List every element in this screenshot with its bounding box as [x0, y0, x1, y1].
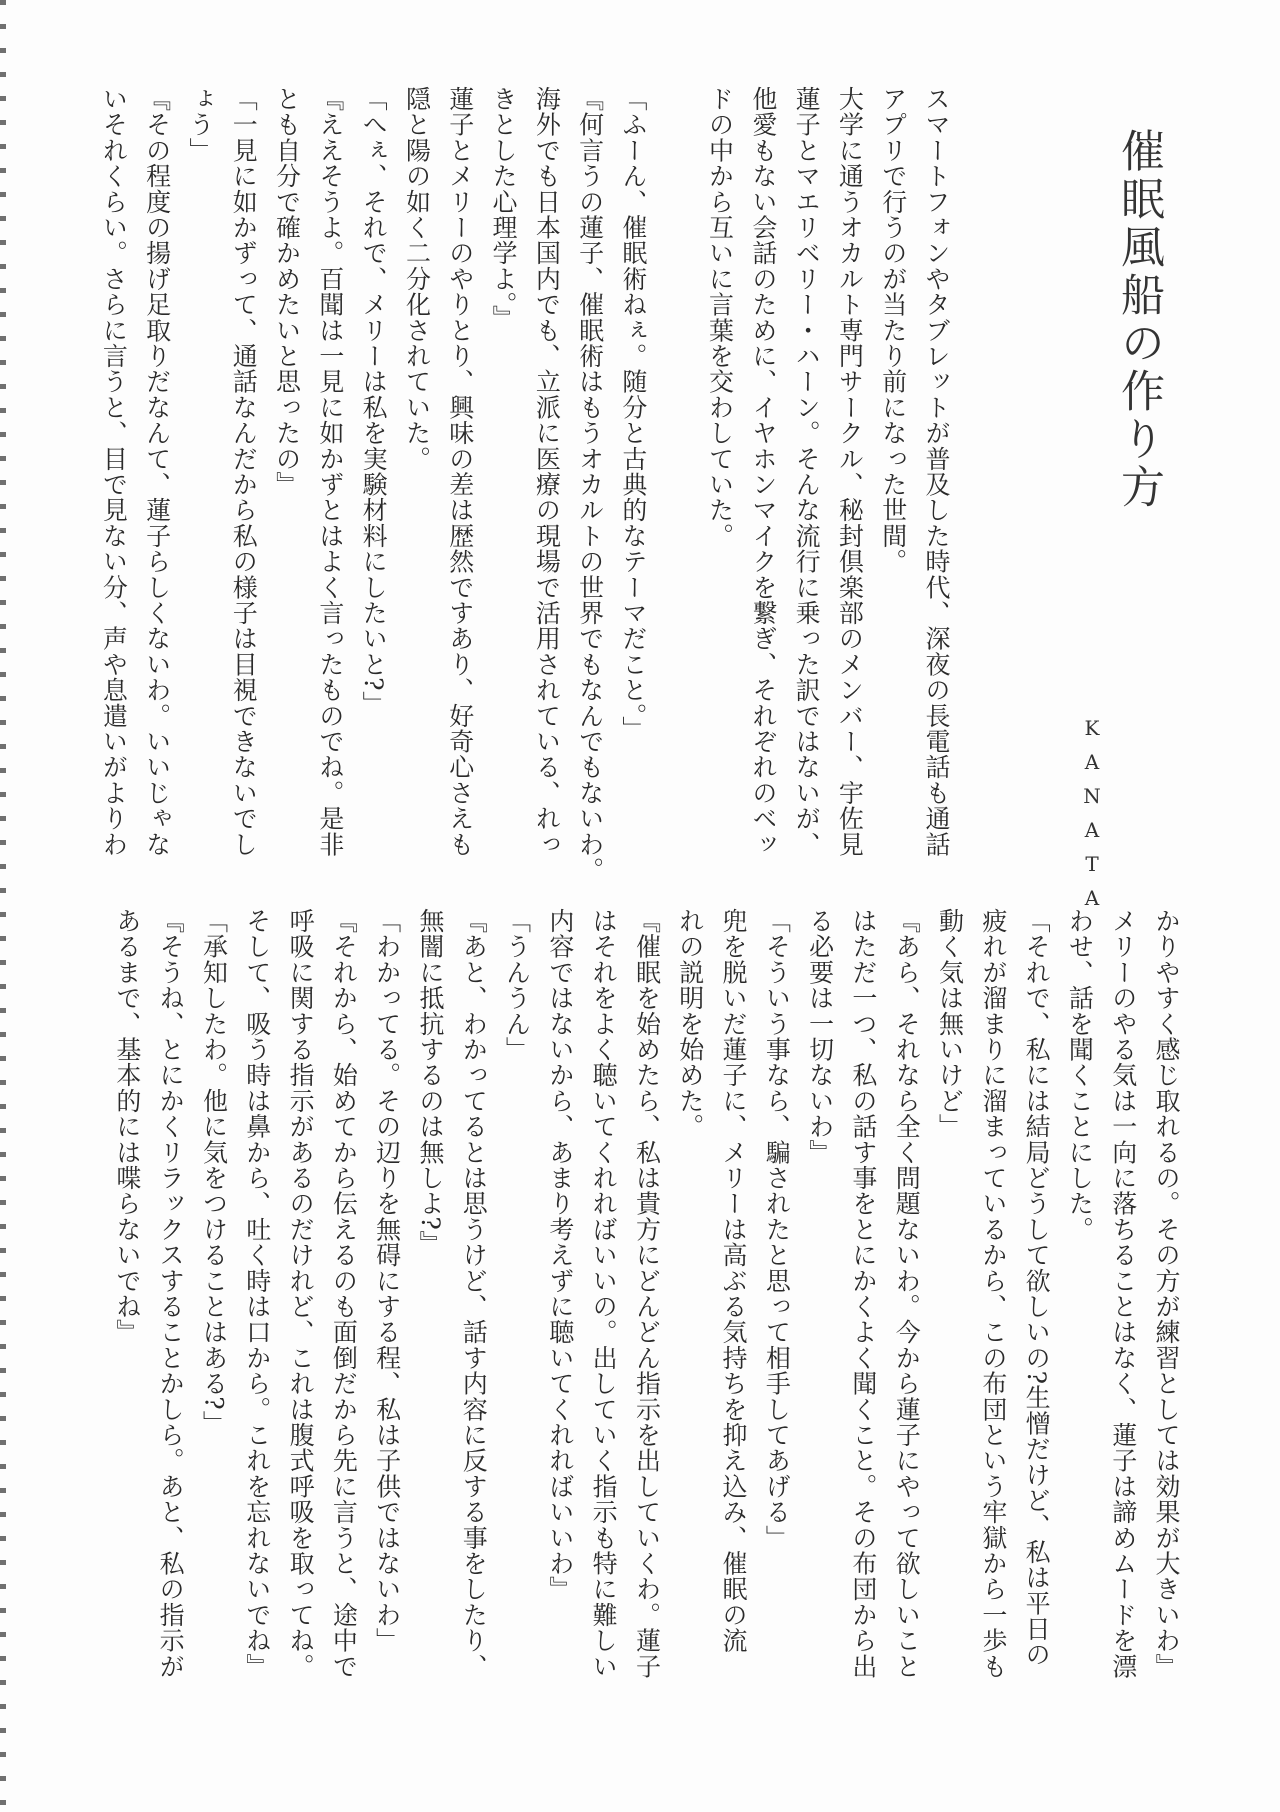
text-line: 「へぇ、それで、メリーは私を実験材料にしたいと?」	[359, 86, 389, 717]
text-line: かりやすく感じ取れるの。その方が練習としては効果が大きいわ』	[1152, 908, 1181, 1679]
text-line: 「承知したわ。他に気をつけることはある?」	[199, 908, 229, 1437]
text-line: 『何言うの蓮子、催眠術はもうオカルトの世界でもなんでもないわ。	[575, 86, 605, 883]
text-line: 動く気は無いけど」	[935, 908, 965, 1140]
text-line: メリーのやる気は一向に落ちることはなく、蓮子は諦めムードを漂	[1108, 908, 1138, 1679]
text-line: れの説明を始めた。	[675, 908, 705, 1140]
text-line: る必要は一切ないわ』	[805, 908, 835, 1165]
text-line: 疲れが溜まりに溜まっているから、この布団という牢獄から一歩も	[978, 908, 1008, 1679]
story-title: 催眠風船の作り方	[1113, 128, 1164, 512]
text-line	[655, 86, 698, 866]
text-line: あるまで、基本的には喋らないでね』	[112, 908, 142, 1345]
text-line: 隠と陽の如く二分化されていた。	[402, 86, 432, 472]
text-line: 『その程度の揚げ足取りだなんて、蓮子らしくないわ。いいじゃな	[142, 86, 172, 857]
text-line: 「そういう事なら、騙されたと思って相手してあげる」	[762, 908, 792, 1551]
text-line: ドの中から互いに言葉を交わしていた。	[705, 86, 735, 549]
text-line: 内容ではないから、あまり考えずに聴いてくれればいいわ』	[545, 908, 575, 1602]
text-line: 「うんうん」	[502, 908, 532, 1063]
text-line: わせ、話を聞くことにした。	[1065, 908, 1095, 1243]
text-line: 呼吸に関する指示があるのだけれど、これは腹式呼吸を取ってね。	[286, 908, 316, 1679]
text-line: 無闇に抵抗するのは無しよ?』	[415, 908, 445, 1257]
text-line: 「わかってる。その辺りを無碍にする程、私は子供ではないわ」	[372, 908, 402, 1654]
author-name: KANATA	[1080, 716, 1104, 920]
text-line: 蓮子とメリーのやりとり、興味の差は歴然ですあり、好奇心さえも	[445, 86, 475, 857]
text-line: 『あら、それなら全く問題ないわ。今から蓮子にやって欲しいこと	[892, 908, 922, 1679]
text-line: きとした心理学よ。』	[489, 86, 519, 331]
text-line: 「ふーん、催眠術ねぇ。随分と古典的なテーマだこと。」	[618, 86, 648, 742]
text-line: 「一見に如かずって、通話なんだから私の様子は目視できないでし	[229, 86, 259, 857]
text-line: ょう」	[185, 86, 215, 164]
text-line: 『ええそうよ。百聞は一見に如かずとはよく言ったものでね。是非	[315, 86, 345, 857]
text-block-upper	[92, 86, 958, 883]
text-line: そして、吸う時は鼻から、吐く時は口から。これを忘れないでね』	[242, 908, 272, 1679]
text-line: 『催眠を始めたら、私は貴方にどんどん指示を出していくわ。蓮子	[632, 908, 662, 1679]
text-line: 『そうね、とにかくリラックスすることかしら。あと、私の指示が	[156, 908, 186, 1679]
binding-edge	[0, 0, 6, 1812]
text-line: 大学に通うオカルト専門サークル、秘封倶楽部のメンバー、宇佐見	[835, 86, 865, 857]
text-block-lower	[106, 908, 1188, 1708]
text-line: 「それで、私には結局どうして欲しいの?生憎だけど、私は平日の	[1022, 908, 1052, 1668]
text-line: はただ一つ、私の話す事をとにかくよく聞くこと。その布団から出	[848, 908, 878, 1679]
text-line: いそれくらい。さらに言うと、目で見ない分、声や息遣いがよりわ	[99, 86, 129, 857]
text-line: 海外でも日本国内でも、立派に医療の現場で活用されている、れっ	[532, 86, 562, 857]
text-line: 兜を脱いだ蓮子に、メリーは高ぶる気持ちを抑え込み、催眠の流	[719, 908, 749, 1654]
text-line: はそれをよく聴いてくれればいいの。出していく指示も特に難しい	[589, 908, 619, 1679]
text-line: 『あと、わかってるとは思うけど、話す内容に反する事をしたり、	[459, 908, 489, 1680]
text-line: 他愛もない会話のために、イヤホンマイクを繋ぎ、それぞれのベッ	[748, 86, 778, 857]
text-line: アプリで行うのが当たり前になった世間。	[878, 86, 908, 575]
text-line: とも自分で確かめたいと思ったの』	[272, 86, 302, 498]
text-line: スマートフォンやタブレットが普及した時代、深夜の長電話も通話	[922, 86, 951, 857]
text-line: 『それから、始めてから伝えるのも面倒だから先に言うと、途中で	[329, 908, 359, 1679]
text-line: 蓮子とマエリベリー・ハーン。そんな流行に乗った訳ではないが、	[792, 86, 822, 857]
